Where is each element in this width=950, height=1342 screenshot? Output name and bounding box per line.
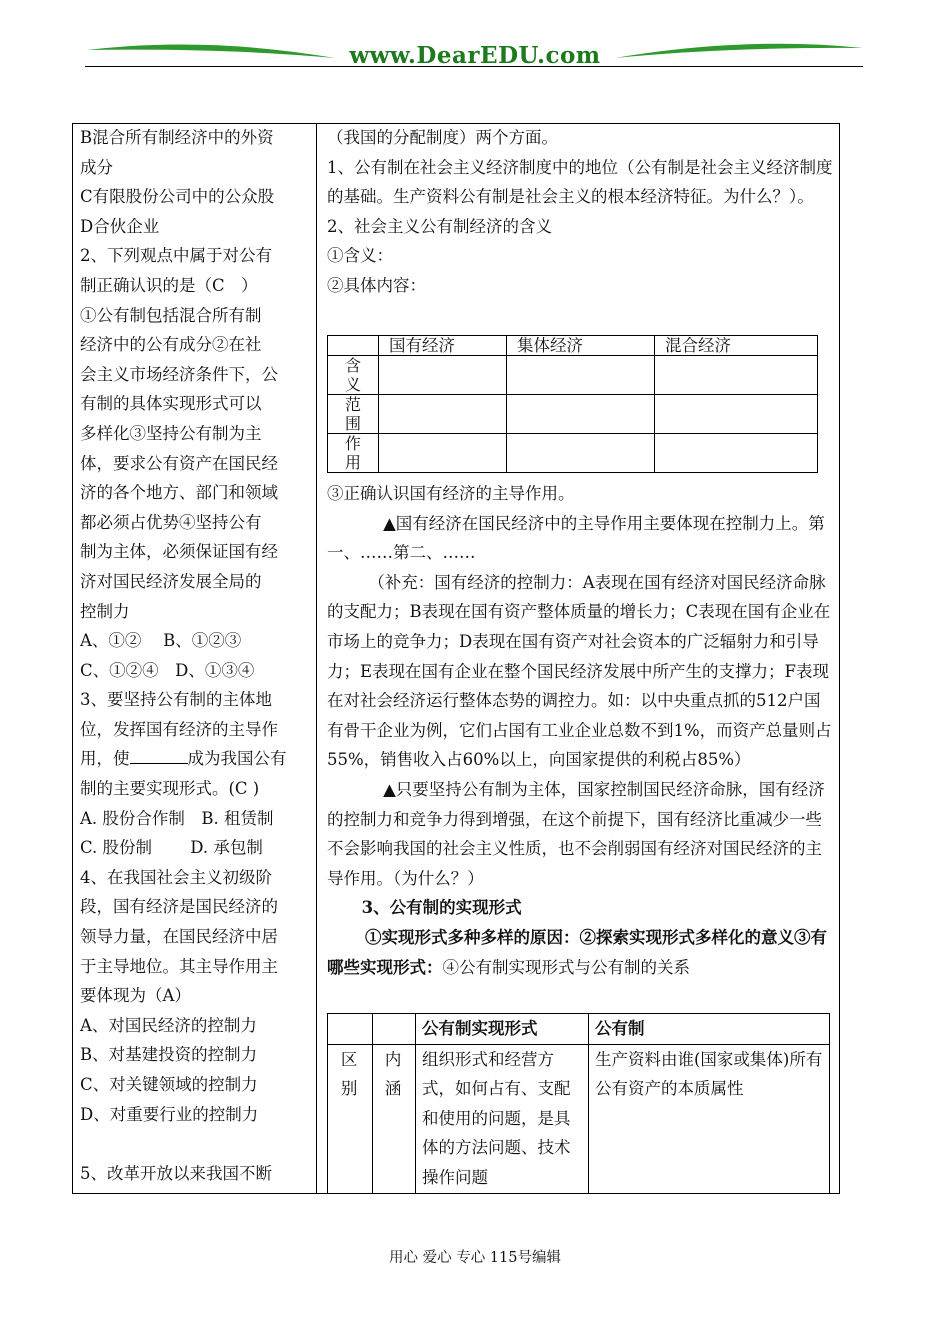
comparison-table <box>327 1013 830 1194</box>
left-line: B混合所有制经济中的外资 <box>80 128 274 147</box>
answer-options: A、对国民经济的控制力 <box>80 1015 257 1035</box>
table-header: 国有经济 <box>389 336 455 355</box>
left-line: 经济中的公有成分②在社 <box>80 335 262 355</box>
table-cell[interactable] <box>507 356 655 395</box>
left-line: 要体现为（A） <box>80 986 191 1006</box>
left-line: C有限股份公司中的公众股 <box>80 187 275 207</box>
plain-text: ④公有制实现形式与公有制的关系 <box>442 957 690 977</box>
left-column <box>80 123 312 1188</box>
column-divider <box>316 123 317 1194</box>
table-header: 集体经济 <box>517 336 583 355</box>
answer-options: A. 股份合作制 B. 租赁制 <box>80 808 274 828</box>
left-line: 有制的具体实现形式可以 <box>80 394 262 414</box>
left-line <box>80 1129 312 1159</box>
left-line: 会主义市场经济条件下，公 <box>80 364 278 384</box>
left-line: 济对国民经济发展全局的 <box>80 571 262 591</box>
answer-options: D、对重要行业的控制力 <box>80 1104 259 1124</box>
table-cell[interactable] <box>379 356 507 395</box>
table-cell[interactable] <box>655 395 818 434</box>
right-column-middle <box>327 479 833 982</box>
right-column <box>327 123 833 301</box>
table-cell[interactable] <box>507 434 655 473</box>
left-line: 制正确认识的是（C ） <box>80 275 258 295</box>
table-header: 混合经济 <box>665 336 731 355</box>
economy-types-table <box>327 335 818 473</box>
answer-options: C、对关键领域的控制力 <box>80 1075 258 1094</box>
table-header: 公有制 <box>589 1014 830 1045</box>
paragraph <box>327 923 833 982</box>
page-footer: 用心 爱心 专心 115号编辑 <box>388 1250 561 1266</box>
left-line: 4、在我国社会主义初级阶 <box>80 867 272 887</box>
paragraph: （我国的分配制度）两个方面。 <box>327 128 558 147</box>
row-label: 区别 <box>340 1049 358 1099</box>
left-line: 成分 <box>80 157 113 177</box>
left-line: 控制力 <box>80 601 130 621</box>
left-line: 位，发挥国有经济的主导作 <box>80 719 278 739</box>
paragraph: （补充：国有经济的控制力：A表现在国有经济对国民经济命脉的支配力；B表现在国有资产整体质量的增长力；C表现在国有企业在市场上的竞争力；D表现在国有资产对社会资本的广泛辐射力和引导力；E表现在国有企业在整个国民经济发展中所产生的支撑力；F表现在对社会经济运行整体态势的调控力。如：以中央重点抓的512户国有骨干企业为例，它们占国有工业企业总数不到1%，而资产总量则占55%，销售收入占60%以上，向国家提供的利税占85%） <box>327 572 832 770</box>
table-cell[interactable] <box>507 395 655 434</box>
left-line: D合伙企业 <box>80 216 160 236</box>
table-cell[interactable] <box>655 434 818 473</box>
row-label: 范围 <box>344 395 361 433</box>
table-cell: 组织形式和经营方式，如何占有、支配和使用的问题，是具体的方法问题、技术操作问题 <box>416 1044 589 1193</box>
answer-options: A、①② B、①②③ <box>80 631 242 651</box>
left-line: 领导力量，在国民经济中居 <box>80 927 278 947</box>
left-line: 制为主体，必须保证国有经 <box>80 542 278 562</box>
paragraph: ②具体内容： <box>327 275 426 295</box>
table-cell[interactable] <box>655 356 818 395</box>
answer-options: C、①②④ D、①③④ <box>80 660 255 680</box>
answer-options: B、对基建投资的控制力 <box>80 1045 258 1065</box>
table-header: 公有制实现形式 <box>416 1014 589 1045</box>
left-line: ①公有制包括混合所有制 <box>80 305 262 325</box>
row-label: 含义 <box>344 356 361 394</box>
left-line: 于主导地位。其主导作用主 <box>80 956 278 976</box>
left-line: 2、下列观点中属于对公有 <box>80 246 272 266</box>
row-label: 作用 <box>344 434 361 472</box>
section-heading: 3、公有制的实现形式 <box>361 898 522 918</box>
left-line: 段，国有经济是国民经济的 <box>80 897 278 917</box>
bold-text: ①实现形式多种多样的原因：②探索实现形式多样化的意义③有哪些实现形式： <box>327 927 827 977</box>
paragraph: ③正确认识国有经济的主导作用。 <box>327 484 575 503</box>
table-cell: 生产资料由谁(国家或集体)所有公有资产的本质属性 <box>589 1044 830 1193</box>
fill-blank-line <box>80 744 312 774</box>
table-cell[interactable] <box>379 395 507 434</box>
site-brand[interactable]: www.DearEDU.com <box>349 42 601 69</box>
paragraph: ①含义： <box>327 246 393 266</box>
header-rule <box>85 66 863 67</box>
paragraph: ▲只要坚持公有制为主体，国家控制国民经济命脉，国有经济的控制力和竞争力得到增强，在这个前提下，国有经济比重减少一些不会影响我国的社会主义性质，也不会削弱国有经济对国民经济的主导作用。（为什么？） <box>327 779 825 888</box>
answer-options: C. 股份制 D. 承包制 <box>80 838 263 858</box>
paragraph: 2、社会主义公有制经济的含义 <box>327 216 552 236</box>
left-line: 都必须占优势④坚持公有 <box>80 512 262 532</box>
left-line: 制的主要实现形式。(C ) <box>80 779 260 799</box>
table-cell[interactable] <box>379 434 507 473</box>
blank-suffix: 成为我国公有 <box>187 749 287 769</box>
row-label: 内涵 <box>384 1049 402 1099</box>
left-line: 5、改革开放以来我国不断 <box>80 1163 272 1183</box>
left-line: 济的各个地方、部门和领域 <box>80 483 278 503</box>
answer-blank <box>130 745 188 764</box>
paragraph: ▲国有经济在国民经济中的主导作用主要体现在控制力上。第一、……第二、…… <box>327 513 825 563</box>
left-line: 体，要求公有资产在国民经 <box>80 453 278 473</box>
left-line: 多样化③坚持公有制为主 <box>80 423 262 443</box>
paragraph: 1、公有制在社会主义经济制度中的地位（公有制是社会主义经济制度的基础。生产资料公有制是社会主义的根本经济特征。为什么？）。 <box>327 157 833 207</box>
blank-prefix: 用，使 <box>80 749 130 769</box>
left-line: 3、要坚持公有制的主体地 <box>80 690 272 710</box>
